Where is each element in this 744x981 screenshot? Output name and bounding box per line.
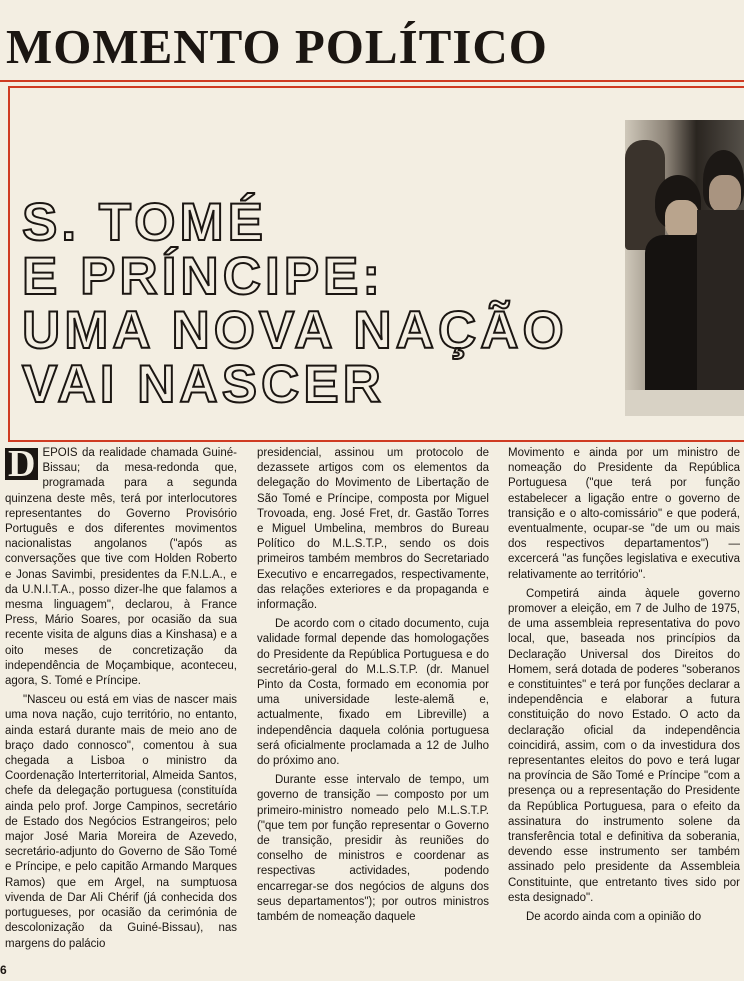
- paragraph: [5, 443, 237, 689]
- paragraph: presidencial, assinou um protocolo de dezassete artigos com os elementos da delegação do Movimento de Libertação de São Tomé e Príncipe, composta por Miguel Trovoada, eng. José Fret, dr. Gastão Torres e Miguel Umbelina, membros do Bureau Político do M.L.S.T.P., sendo os dois primeiros também membros do Secretariado Executivo e encarregados, respectivamente, das relações exteriores e da propaganda e informação.: [257, 447, 489, 612]
- paragraph: "Nasceu ou está em vias de nascer mais uma nova nação, cujo território, no entanto, ainda estará durante mais de meio ano de braço dado connosco", comentou à sua chegada a Lisboa o ministro da Coordenação Interterritorial, Almeida Santos, chefe da delegação portuguesa (constituída ainda pelo prof. Jorge Campinos, secretário de Estado dos Negócios Estrangeiros; pelo major José Maria Moreira de Azevedo, secretário-adjunto do Governo de São Tomé e Príncipe, e pelo capitão Armando Marques Ramos) que em Argel, na sumptuosa vivenda de Dar Ali Chérif (já conhecida dos portugueses, por ocasião da cerimónia de descolonização da Guiné-Bissau), nas margens do palácio: [5, 694, 237, 950]
- paragraph: De acordo ainda com a opinião do: [526, 911, 702, 924]
- paragraph: De acordo com o citado documento, cuja validade formal depende das homologações do Presidente da República Portuguesa e do secretário-geral do M.L.S.T.P. (dr. Manuel Pinto da Costa, formado em economia por uma universidade leste-alemã e, actualmente, fixado em Libreville) a independência daquela colónia portuguesa será oficialmente proclamada a 12 de Julho do próximo ano.: [257, 618, 489, 768]
- article-column-1: [5, 443, 237, 956]
- page-number: 6: [0, 963, 7, 977]
- news-photo: [625, 120, 744, 416]
- headline-line-3: UMA NOVA NAÇÃO: [22, 301, 568, 360]
- paragraph-text: EPOIS da realidade chamada Guiné-Bissau; da mesa-redonda que, programada para a segunda quinzena deste mês, terá por interlocutores representantes do Governo Provisório Português e dos diferentes movimentos nacionalistas angolanos ("após as conversações que tive com Holden Roberto e Jonas Savimbi, presidentes da F.N.L.A., e da U.N.I.T.A., posso dizer-lhe que falamos a mesma linguagem", declarou, à France Press, Mário Soares, por ocasião da sua recente visita de alguns dias a Kinshasa) e a oito meses de concretização da independência de Moçambique, aconteceu, agora, S. Tomé e Príncipe.: [5, 447, 237, 688]
- headline-frame-bottom: [8, 440, 744, 442]
- article-column-3: [508, 446, 740, 929]
- headline-frame-left: [8, 86, 10, 442]
- headline-frame-top: [8, 86, 744, 88]
- headline-line-2: E PRÍNCIPE:: [22, 247, 385, 306]
- paragraph: Movimento e ainda por um ministro de nomeação do Presidente da República Portuguesa ("que terá por função estabelecer a ligação entre o governo de transição e o alto-comissário" e que poderá, eventualmente, ocupar-se "de um ou mais dos respectivos departamentos") — excercerá "as funções legislativa e executiva relativamente ao território".: [508, 447, 740, 581]
- header-rule: [0, 80, 744, 82]
- headline: [22, 193, 622, 414]
- headline-line-1: S. TOMÉ: [22, 193, 267, 252]
- article-column-2: [257, 446, 489, 929]
- paragraph: Competirá ainda àquele governo promover a eleição, em 7 de Julho de 1975, de uma assembleia representativa do povo local, que, baseada nos princípios da Declaração Universal dos Direitos do Homem, será dotada de poderes "soberanos e constituintes" e terá por funções declarar a independência e elaborar a futura constituição do novo Estado. O acto da declaração oficial da independência coincidirá, assim, com o da investidura dos representantes eleitos do povo e terá lugar na província de São Tomé e Príncipe "com a presença ou a representação do Presidente da República Portuguesa, para o efeito da assinatura do instrumento solene da transferência total e definitiva da soberania, devendo esse instrumento ser também assinado pelo presidente da Assembleia Constituinte, que entretanto tives sido por esta designado".: [508, 587, 740, 904]
- headline-line-4: VAI NASCER: [22, 355, 385, 414]
- drop-cap: D: [5, 448, 38, 480]
- section-title: MOMENTO POLÍTICO: [6, 19, 548, 74]
- paragraph: Durante esse intervalo de tempo, um governo de transição — composto por um primeiro-ministro nomeado pelo M.L.S.T.P. ("que tem por função representar o Governo de transição, presidir às reuniões do conselho de ministros e coordenar as respectivas actividades, podendo encarregar-se dos negócios de alguns dos seus departamentos"); por outros ministros também de nomeação daquele: [257, 774, 489, 924]
